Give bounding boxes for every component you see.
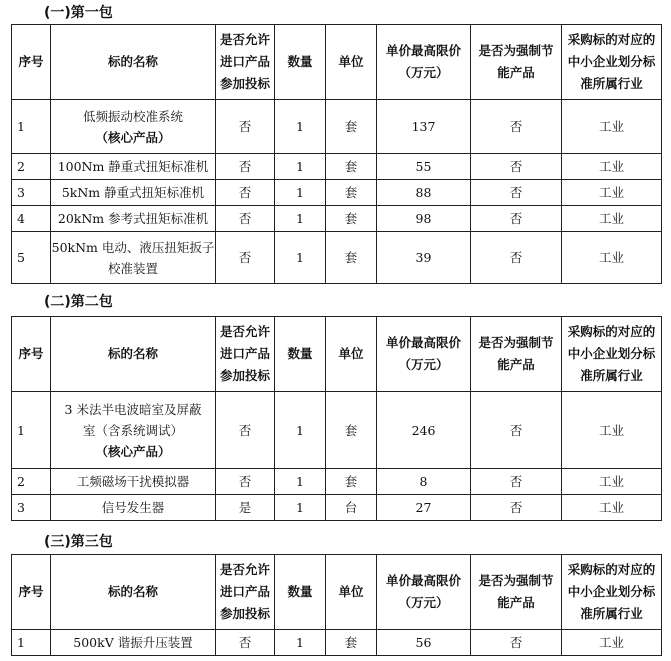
cell-price: 88 — [377, 180, 471, 206]
cell-index: 4 — [12, 206, 51, 232]
cell-index: 2 — [12, 469, 51, 495]
cell-import: 否 — [216, 154, 275, 180]
cell-qty: 1 — [275, 495, 326, 521]
cell-unit: 套 — [326, 469, 377, 495]
cell-unit: 套 — [326, 232, 377, 284]
cell-industry: 工业 — [562, 469, 662, 495]
header-energy: 是否为强制节 能产品 — [471, 555, 562, 630]
cell-energy: 否 — [471, 630, 562, 656]
cell-price: 56 — [377, 630, 471, 656]
cell-qty: 1 — [275, 100, 326, 154]
core-product-label: （核心产品） — [95, 443, 171, 459]
package-title: (二)第二包 — [44, 294, 113, 310]
cell-name: 低频振动校准系统 （核心产品） — [51, 100, 216, 154]
cell-name: 500kV 谐振升压装置 — [51, 630, 216, 656]
cell-price: 39 — [377, 232, 471, 284]
cell-energy: 否 — [471, 100, 562, 154]
cell-qty: 1 — [275, 154, 326, 180]
header-name: 标的名称 — [51, 317, 216, 392]
cell-qty: 1 — [275, 630, 326, 656]
cell-energy: 否 — [471, 180, 562, 206]
header-price: 单价最高限价 （万元） — [377, 317, 471, 392]
header-qty: 数量 — [275, 317, 326, 392]
cell-industry: 工业 — [562, 206, 662, 232]
table-row — [12, 232, 662, 284]
header-index: 序号 — [12, 317, 51, 392]
header-import: 是否允许 进口产品 参加投标 — [216, 317, 275, 392]
cell-price: 98 — [377, 206, 471, 232]
table-row — [12, 154, 662, 180]
cell-industry: 工业 — [562, 232, 662, 284]
table-row — [12, 100, 662, 154]
header-energy: 是否为强制节 能产品 — [471, 25, 562, 100]
cell-name: 100Nm 静重式扭矩标准机 — [51, 154, 216, 180]
cell-industry: 工业 — [562, 495, 662, 521]
cell-energy: 否 — [471, 232, 562, 284]
header-industry: 采购标的对应的 中小企业划分标 准所属行业 — [562, 317, 662, 392]
table-row — [12, 630, 662, 656]
header-unit: 单位 — [326, 317, 377, 392]
cell-unit: 台 — [326, 495, 377, 521]
cell-qty: 1 — [275, 469, 326, 495]
header-qty: 数量 — [275, 25, 326, 100]
cell-price: 55 — [377, 154, 471, 180]
cell-unit: 套 — [326, 180, 377, 206]
package-title: (一)第一包 — [44, 5, 113, 21]
cell-unit: 套 — [326, 100, 377, 154]
table-row — [12, 180, 662, 206]
cell-name: 3 米法半电波暗室及屏蔽 室（含系统调试） （核心产品） — [51, 392, 216, 469]
table-row — [12, 469, 662, 495]
cell-energy: 否 — [471, 495, 562, 521]
cell-name: 工频磁场干扰模拟器 — [51, 469, 216, 495]
cell-energy: 否 — [471, 206, 562, 232]
cell-qty: 1 — [275, 232, 326, 284]
header-unit: 单位 — [326, 555, 377, 630]
header-row — [12, 317, 662, 392]
cell-energy: 否 — [471, 469, 562, 495]
cell-import: 否 — [216, 100, 275, 154]
cell-name: 50kNm 电动、液压扭矩扳子 校准装置 — [51, 232, 216, 284]
header-unit: 单位 — [326, 25, 377, 100]
cell-name: 20kNm 参考式扭矩标准机 — [51, 206, 216, 232]
cell-qty: 1 — [275, 392, 326, 469]
cell-price: 137 — [377, 100, 471, 154]
cell-industry: 工业 — [562, 154, 662, 180]
cell-index: 3 — [12, 495, 51, 521]
cell-energy: 否 — [471, 392, 562, 469]
package-title: (三)第三包 — [44, 534, 113, 550]
cell-import: 否 — [216, 392, 275, 469]
header-industry: 采购标的对应的 中小企业划分标 准所属行业 — [562, 555, 662, 630]
cell-qty: 1 — [275, 180, 326, 206]
cell-unit: 套 — [326, 154, 377, 180]
cell-index: 3 — [12, 180, 51, 206]
cell-index: 1 — [12, 392, 51, 469]
table-row — [12, 495, 662, 521]
header-index: 序号 — [12, 555, 51, 630]
cell-import: 否 — [216, 469, 275, 495]
header-name: 标的名称 — [51, 25, 216, 100]
package-table — [11, 554, 662, 656]
cell-index: 1 — [12, 100, 51, 154]
cell-name: 5kNm 静重式扭矩标准机 — [51, 180, 216, 206]
cell-import: 是 — [216, 495, 275, 521]
header-price: 单价最高限价 （万元） — [377, 25, 471, 100]
table-row — [12, 206, 662, 232]
core-product-label: （核心产品） — [95, 129, 171, 145]
table-row — [12, 392, 662, 469]
cell-industry: 工业 — [562, 180, 662, 206]
header-import: 是否允许 进口产品 参加投标 — [216, 25, 275, 100]
cell-industry: 工业 — [562, 100, 662, 154]
package-table — [11, 316, 662, 521]
header-industry: 采购标的对应的 中小企业划分标 准所属行业 — [562, 25, 662, 100]
cell-price: 8 — [377, 469, 471, 495]
cell-import: 否 — [216, 180, 275, 206]
cell-price: 27 — [377, 495, 471, 521]
header-import: 是否允许 进口产品 参加投标 — [216, 555, 275, 630]
cell-unit: 套 — [326, 392, 377, 469]
cell-import: 否 — [216, 206, 275, 232]
header-name: 标的名称 — [51, 555, 216, 630]
header-price: 单价最高限价 （万元） — [377, 555, 471, 630]
cell-import: 否 — [216, 630, 275, 656]
cell-qty: 1 — [275, 206, 326, 232]
header-row — [12, 25, 662, 100]
package-table — [11, 24, 662, 284]
cell-index: 2 — [12, 154, 51, 180]
header-index: 序号 — [12, 25, 51, 100]
cell-import: 否 — [216, 232, 275, 284]
cell-industry: 工业 — [562, 392, 662, 469]
header-qty: 数量 — [275, 555, 326, 630]
cell-index: 1 — [12, 630, 51, 656]
cell-index: 5 — [12, 232, 51, 284]
cell-energy: 否 — [471, 154, 562, 180]
cell-name: 信号发生器 — [51, 495, 216, 521]
header-energy: 是否为强制节 能产品 — [471, 317, 562, 392]
cell-industry: 工业 — [562, 630, 662, 656]
header-row — [12, 555, 662, 630]
cell-unit: 套 — [326, 630, 377, 656]
cell-unit: 套 — [326, 206, 377, 232]
cell-price: 246 — [377, 392, 471, 469]
